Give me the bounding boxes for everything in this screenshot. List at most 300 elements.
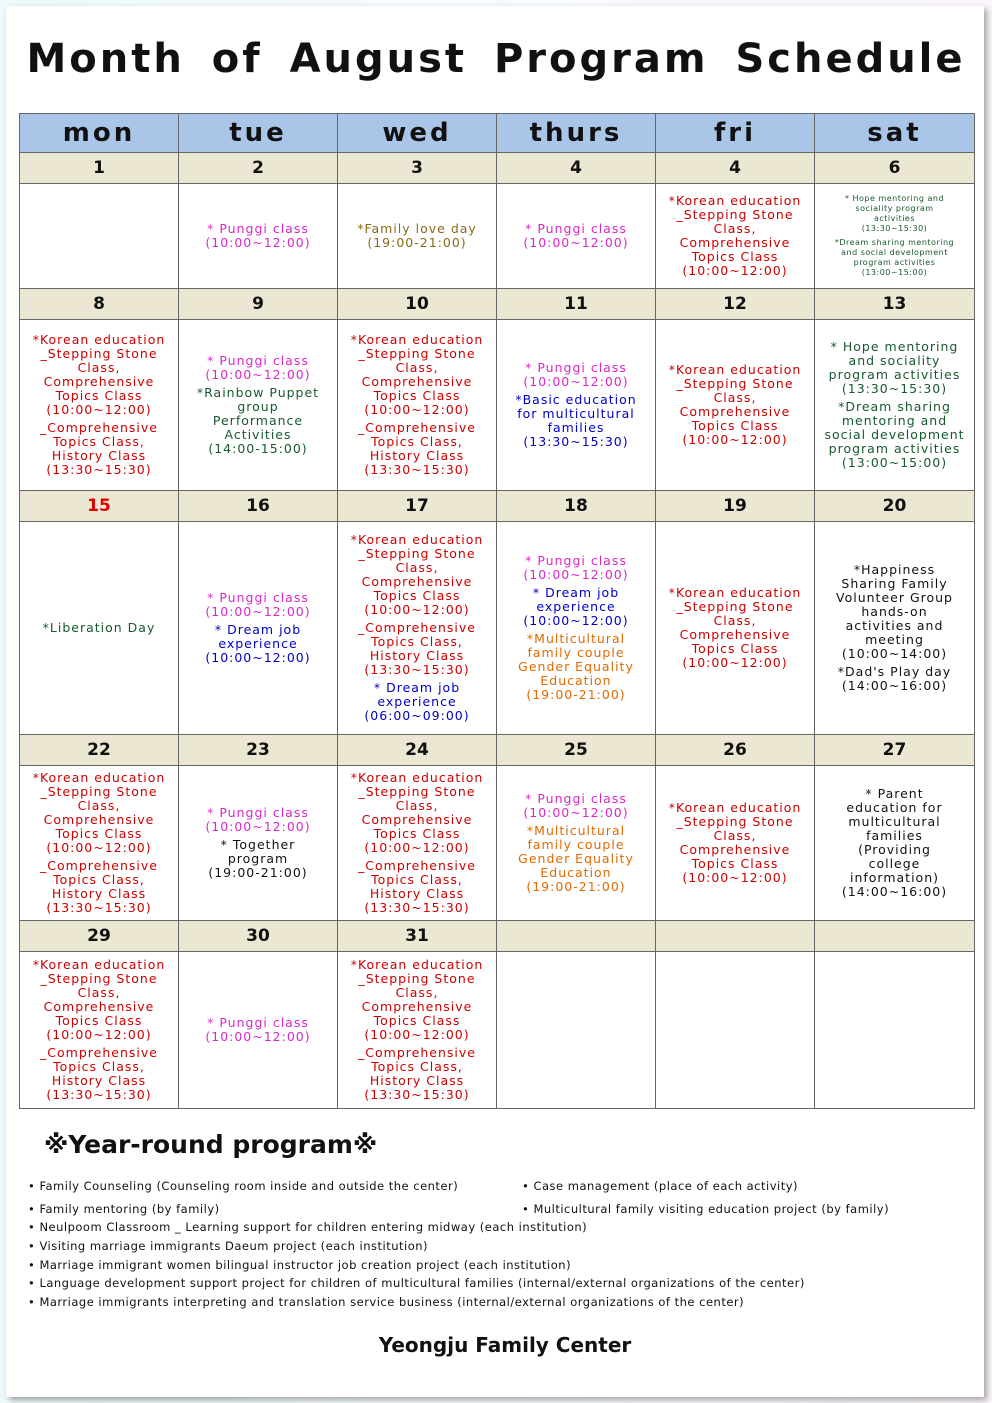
- program-line: (13:30~15:30): [46, 1087, 152, 1102]
- program-entry: [815, 665, 974, 693]
- program-line: (14:00~16:00): [841, 884, 948, 899]
- weekday-header-row: [20, 114, 975, 153]
- year-round-item: • Multicultural family visiting education project (by family): [522, 1202, 890, 1216]
- day-cell-fri: [656, 184, 815, 289]
- program-entry: [338, 681, 496, 723]
- date-number-tue: 2: [179, 153, 338, 184]
- program-entry: [338, 771, 496, 855]
- program-line: Topics Class: [55, 826, 143, 841]
- program-line: (10:00~12:00): [682, 263, 788, 278]
- program-line: History Class: [369, 448, 465, 463]
- program-line: Comprehensive: [679, 404, 791, 419]
- day-cell-wed: [338, 522, 497, 735]
- program-line: _Comprehensive: [358, 620, 476, 635]
- program-line: (14:00~16:00): [841, 678, 948, 693]
- program-line: Class,: [395, 798, 439, 813]
- program-line: _Stepping Stone: [676, 207, 794, 222]
- program-entry: [656, 363, 814, 447]
- day-cell-fri: [656, 766, 815, 921]
- day-cell-thurs: [497, 184, 656, 289]
- program-line: Comprehensive: [679, 842, 791, 857]
- weekday-mon: mon: [20, 114, 179, 153]
- program-entry: [179, 838, 337, 880]
- program-line: family couple: [527, 837, 625, 852]
- day-cell-fri: [656, 952, 815, 1109]
- program-line: group: [237, 399, 279, 414]
- year-round-item: • Case management (place of each activity): [522, 1179, 799, 1193]
- day-cell-tue: [179, 952, 338, 1109]
- program-line: * Punggi class: [207, 221, 309, 236]
- program-line: and sociality: [848, 353, 941, 368]
- program-line: Class,: [395, 360, 439, 375]
- year-round-item: • Family mentoring (by family): [28, 1202, 220, 1216]
- program-line: History Class: [369, 648, 465, 663]
- program-entry: [338, 333, 496, 417]
- program-line: (10:00~12:00): [205, 819, 311, 834]
- program-entry: [815, 194, 974, 234]
- program-line: Topics Class: [691, 856, 779, 871]
- program-line: Topics Class,: [53, 434, 145, 449]
- program-line: *Korean education: [668, 585, 802, 600]
- program-line: (19:00-21:00): [526, 879, 626, 894]
- program-line: family couple: [527, 645, 625, 660]
- program-entry: [338, 859, 496, 915]
- program-line: *Dad's Play day: [837, 664, 952, 679]
- program-line: (19:00-21:00): [367, 235, 467, 250]
- program-line: mentoring and: [841, 413, 948, 428]
- program-line: experience: [377, 694, 457, 709]
- program-line: History Class: [369, 1073, 465, 1088]
- program-line: families: [547, 420, 605, 435]
- program-entry: [497, 632, 655, 702]
- events-row: [20, 522, 975, 735]
- date-number-thurs: 25: [497, 735, 656, 766]
- program-line: _Stepping Stone: [40, 346, 158, 361]
- day-cell-tue: [179, 184, 338, 289]
- program-line: (10:00~12:00): [364, 602, 470, 617]
- program-line: Topics Class,: [371, 434, 463, 449]
- program-entry: [179, 1016, 337, 1044]
- program-line: (10:00~12:00): [682, 870, 788, 885]
- program-line: Topics Class,: [371, 634, 463, 649]
- program-line: _Comprehensive: [358, 420, 476, 435]
- program-line: program activities: [853, 258, 936, 267]
- program-line: _Stepping Stone: [358, 346, 476, 361]
- day-cell-thurs: [497, 766, 656, 921]
- date-number-sat: [815, 921, 975, 952]
- program-line: _Comprehensive: [40, 1045, 158, 1060]
- program-line: Class,: [395, 985, 439, 1000]
- program-entry: [338, 1046, 496, 1102]
- day-cell-mon: [20, 522, 179, 735]
- program-line: Topics Class: [691, 641, 779, 656]
- program-line: Class,: [713, 390, 757, 405]
- program-line: Topics Class: [373, 588, 461, 603]
- program-line: Class,: [77, 985, 121, 1000]
- program-entry: [179, 386, 337, 456]
- program-entry: [20, 1046, 178, 1102]
- program-line: (10:00~12:00): [523, 567, 629, 582]
- program-line: (10:00~12:00): [523, 613, 629, 628]
- day-cell-thurs: [497, 952, 656, 1109]
- program-line: *Happiness: [853, 562, 936, 577]
- program-line: _Stepping Stone: [676, 814, 794, 829]
- day-cell-wed: [338, 184, 497, 289]
- program-line: (10:00~12:00): [205, 650, 311, 665]
- program-line: education for: [846, 800, 943, 815]
- program-entry: [656, 801, 814, 885]
- date-number-wed: 24: [338, 735, 497, 766]
- program-line: History Class: [51, 1073, 147, 1088]
- program-line: Education: [540, 673, 612, 688]
- program-entry: [656, 586, 814, 670]
- day-cell-fri: [656, 320, 815, 491]
- program-line: activities: [873, 214, 916, 223]
- date-number-mon: 22: [20, 735, 179, 766]
- program-line: *Korean education: [32, 332, 166, 347]
- date-number-fri: 26: [656, 735, 815, 766]
- program-entry: [497, 222, 655, 250]
- program-line: (10:00~12:00): [682, 432, 788, 447]
- date-number-thurs: [497, 921, 656, 952]
- program-line: college: [868, 856, 921, 871]
- program-line: (10:00~12:00): [205, 604, 311, 619]
- date-number-wed: 17: [338, 491, 497, 522]
- day-cell-mon: [20, 320, 179, 491]
- program-line: social development: [824, 427, 965, 442]
- program-line: for multicultural: [517, 406, 635, 421]
- program-line: Topics Class: [373, 1013, 461, 1028]
- year-round-title: ※Year-round program※: [44, 1130, 378, 1159]
- program-line: Sharing Family: [841, 576, 948, 591]
- program-line: *Korean education: [32, 957, 166, 972]
- year-round-item: • Visiting marriage immigrants Daeum project (each institution): [28, 1239, 429, 1253]
- program-line: Comprehensive: [361, 812, 473, 827]
- program-line: Class,: [713, 221, 757, 236]
- date-number-mon: 15: [20, 491, 179, 522]
- program-line: (10:00~14:00): [841, 646, 948, 661]
- program-line: (10:00~12:00): [205, 235, 311, 250]
- program-line: _Comprehensive: [358, 858, 476, 873]
- program-line: Comprehensive: [361, 999, 473, 1014]
- program-line: History Class: [51, 448, 147, 463]
- date-number-mon: 1: [20, 153, 179, 184]
- program-line: multicultural: [848, 814, 941, 829]
- date-number-thurs: 11: [497, 289, 656, 320]
- program-line: Comprehensive: [679, 627, 791, 642]
- day-cell-sat: [815, 766, 975, 921]
- date-number-fri: 19: [656, 491, 815, 522]
- program-line: (10:00~12:00): [364, 402, 470, 417]
- program-line: *Korean education: [668, 800, 802, 815]
- program-entry: [179, 806, 337, 834]
- date-number-fri: 4: [656, 153, 815, 184]
- program-line: (10:00~12:00): [205, 1029, 311, 1044]
- program-line: * Punggi class: [525, 221, 627, 236]
- page-title: Month of August Program Schedule: [26, 36, 966, 82]
- program-line: (10:00~12:00): [364, 840, 470, 855]
- program-entry: [338, 222, 496, 250]
- program-line: program: [227, 851, 289, 866]
- program-line: sociality program: [855, 204, 934, 213]
- program-line: Gender Equality: [518, 659, 634, 674]
- date-number-wed: 3: [338, 153, 497, 184]
- program-line: (13:00~15:00): [841, 455, 948, 470]
- program-entry: [20, 771, 178, 855]
- date-row: [20, 735, 975, 766]
- program-entry: [815, 563, 974, 661]
- day-cell-wed: [338, 952, 497, 1109]
- program-line: (19:00-21:00): [526, 687, 626, 702]
- program-line: (Providing: [858, 842, 931, 857]
- program-entry: [497, 792, 655, 820]
- program-line: Topics Class: [373, 826, 461, 841]
- date-row: [20, 153, 975, 184]
- day-cell-tue: [179, 320, 338, 491]
- program-line: *Korean education: [350, 532, 484, 547]
- day-cell-mon: [20, 952, 179, 1109]
- program-line: (13:30~15:30): [364, 900, 470, 915]
- program-entry: [20, 333, 178, 417]
- program-line: experience: [536, 599, 616, 614]
- program-line: (10:00~12:00): [523, 374, 629, 389]
- program-line: (10:00~12:00): [46, 840, 152, 855]
- program-line: Activities: [224, 427, 292, 442]
- day-cell-mon: [20, 184, 179, 289]
- date-number-sat: 13: [815, 289, 975, 320]
- program-line: (10:00~12:00): [523, 805, 629, 820]
- date-number-fri: [656, 921, 815, 952]
- program-line: Comprehensive: [43, 812, 155, 827]
- day-cell-tue: [179, 522, 338, 735]
- program-line: (10:00~12:00): [46, 402, 152, 417]
- date-number-sat: 20: [815, 491, 975, 522]
- program-entry: [338, 958, 496, 1042]
- program-line: * Dream job: [373, 680, 461, 695]
- program-line: _Stepping Stone: [358, 971, 476, 986]
- program-line: Education: [540, 865, 612, 880]
- weekday-tue: tue: [179, 114, 338, 153]
- program-line: * Punggi class: [525, 360, 627, 375]
- program-line: experience: [218, 636, 298, 651]
- year-round-item: • Marriage immigrants interpreting and translation service business (internal/external organizations of the center): [28, 1295, 745, 1309]
- program-line: Class,: [713, 613, 757, 628]
- day-cell-sat: [815, 522, 975, 735]
- program-line: (13:30~15:30): [523, 434, 629, 449]
- program-entry: [497, 393, 655, 449]
- program-line: *Korean education: [350, 957, 484, 972]
- date-number-fri: 12: [656, 289, 815, 320]
- program-entry: [815, 400, 974, 470]
- program-line: * Punggi class: [525, 791, 627, 806]
- program-line: (13:30~15:30): [364, 662, 470, 677]
- program-line: Gender Equality: [518, 851, 634, 866]
- weekday-sat: sat: [815, 114, 975, 153]
- day-cell-mon: [20, 766, 179, 921]
- program-entry: [338, 421, 496, 477]
- program-entry: [20, 421, 178, 477]
- program-line: Topics Class: [691, 418, 779, 433]
- program-line: Topics Class,: [371, 872, 463, 887]
- program-line: (10:00~12:00): [205, 367, 311, 382]
- program-line: meeting: [865, 632, 924, 647]
- program-line: (10:00~12:00): [523, 235, 629, 250]
- year-round-item: • Language development support project for children of multicultural families (internal/external organizations of the center): [28, 1276, 805, 1290]
- program-line: (13:00~15:00): [861, 268, 928, 277]
- date-number-sat: 27: [815, 735, 975, 766]
- weekday-wed: wed: [338, 114, 497, 153]
- program-line: Topics Class,: [371, 1059, 463, 1074]
- program-line: (13:30~15:30): [46, 900, 152, 915]
- program-line: * Punggi class: [207, 353, 309, 368]
- program-line: History Class: [369, 886, 465, 901]
- date-row: [20, 289, 975, 320]
- date-number-tue: 16: [179, 491, 338, 522]
- program-entry: [815, 787, 974, 899]
- date-number-tue: 23: [179, 735, 338, 766]
- program-line: (13:30~15:30): [861, 224, 928, 233]
- calendar-table: [19, 113, 975, 1109]
- program-line: activities and: [845, 618, 944, 633]
- program-line: * Dream job: [532, 585, 620, 600]
- program-line: _Stepping Stone: [358, 546, 476, 561]
- program-line: * Hope mentoring and: [844, 194, 945, 203]
- program-line: *Korean education: [668, 193, 802, 208]
- program-line: * Punggi class: [525, 553, 627, 568]
- events-row: [20, 320, 975, 491]
- program-line: hands-on: [861, 604, 928, 619]
- program-line: program activities: [828, 441, 961, 456]
- program-line: *Multicultural: [526, 631, 626, 646]
- program-line: Comprehensive: [679, 235, 791, 250]
- program-line: *Dream sharing: [838, 399, 951, 414]
- program-line: * Parent: [865, 786, 924, 801]
- program-entry: [179, 591, 337, 619]
- weekday-fri: fri: [656, 114, 815, 153]
- program-line: Topics Class: [55, 388, 143, 403]
- program-line: _Comprehensive: [358, 1045, 476, 1060]
- day-cell-thurs: [497, 522, 656, 735]
- date-number-tue: 9: [179, 289, 338, 320]
- program-line: and social development: [841, 248, 948, 257]
- program-line: (06:00~09:00): [364, 708, 470, 723]
- program-entry: [179, 623, 337, 665]
- program-line: (13:30~15:30): [46, 462, 152, 477]
- program-line: *Liberation Day: [42, 620, 156, 635]
- program-line: *Basic education: [515, 392, 637, 407]
- program-line: Topics Class,: [53, 872, 145, 887]
- program-entry: [497, 361, 655, 389]
- program-entry: [338, 533, 496, 617]
- year-round-item: • Marriage immigrant women bilingual instructor job creation project (each institution): [28, 1258, 572, 1272]
- program-entry: [20, 958, 178, 1042]
- program-line: _Stepping Stone: [676, 599, 794, 614]
- program-line: information): [849, 870, 940, 885]
- program-entry: [20, 621, 178, 635]
- year-round-item: • Neulpoom Classroom _ Learning support for children entering midway (each institution): [28, 1220, 588, 1234]
- program-line: _Comprehensive: [40, 858, 158, 873]
- events-row: [20, 766, 975, 921]
- program-line: *Korean education: [350, 770, 484, 785]
- program-entry: [179, 354, 337, 382]
- program-line: _Comprehensive: [40, 420, 158, 435]
- program-entry: [815, 340, 974, 396]
- day-cell-sat: [815, 320, 975, 491]
- program-line: *Korean education: [32, 770, 166, 785]
- program-line: _Stepping Stone: [358, 784, 476, 799]
- date-row: [20, 491, 975, 522]
- program-line: (14:00-15:00): [208, 441, 308, 456]
- program-line: (10:00~12:00): [364, 1027, 470, 1042]
- program-line: (10:00~12:00): [46, 1027, 152, 1042]
- date-number-tue: 30: [179, 921, 338, 952]
- program-line: _Stepping Stone: [40, 971, 158, 986]
- program-line: *Multicultural: [526, 823, 626, 838]
- program-entry: [815, 238, 974, 278]
- program-line: families: [866, 828, 923, 843]
- program-entry: [497, 824, 655, 894]
- day-cell-fri: [656, 522, 815, 735]
- program-line: (10:00~12:00): [682, 655, 788, 670]
- program-line: Class,: [77, 798, 121, 813]
- program-line: program activities: [828, 367, 961, 382]
- program-line: *Korean education: [350, 332, 484, 347]
- program-line: * Together: [220, 837, 296, 852]
- program-line: (19:00-21:00): [208, 865, 308, 880]
- program-entry: [497, 586, 655, 628]
- weekday-thurs: thurs: [497, 114, 656, 153]
- program-line: _Stepping Stone: [40, 784, 158, 799]
- day-cell-tue: [179, 766, 338, 921]
- events-row: [20, 952, 975, 1109]
- date-number-thurs: 4: [497, 153, 656, 184]
- program-entry: [20, 859, 178, 915]
- events-row: [20, 184, 975, 289]
- center-name-footer: Yeongju Family Center: [378, 1333, 632, 1357]
- program-line: Comprehensive: [43, 999, 155, 1014]
- program-line: Topics Class: [373, 388, 461, 403]
- day-cell-wed: [338, 320, 497, 491]
- program-line: Comprehensive: [43, 374, 155, 389]
- date-number-wed: 10: [338, 289, 497, 320]
- program-line: (13:30~15:30): [841, 381, 948, 396]
- date-number-sat: 6: [815, 153, 975, 184]
- program-line: Volunteer Group: [836, 590, 953, 605]
- date-row: [20, 921, 975, 952]
- program-line: * Dream job: [214, 622, 302, 637]
- program-line: Comprehensive: [361, 574, 473, 589]
- program-line: * Punggi class: [207, 590, 309, 605]
- program-line: _Stepping Stone: [676, 376, 794, 391]
- day-cell-sat: [815, 952, 975, 1109]
- program-line: Topics Class: [691, 249, 779, 264]
- program-entry: [497, 554, 655, 582]
- program-entry: [338, 621, 496, 677]
- program-line: Class,: [77, 360, 121, 375]
- program-line: *Dream sharing mentoring: [834, 238, 955, 247]
- year-round-item: • Family Counseling (Counseling room inside and outside the center): [28, 1179, 459, 1193]
- program-line: * Hope mentoring: [830, 339, 959, 354]
- program-line: (13:30~15:30): [364, 1087, 470, 1102]
- program-line: Comprehensive: [361, 374, 473, 389]
- date-number-wed: 31: [338, 921, 497, 952]
- program-line: *Rainbow Puppet: [196, 385, 320, 400]
- date-number-thurs: 18: [497, 491, 656, 522]
- program-line: * Punggi class: [207, 805, 309, 820]
- program-entry: [179, 222, 337, 250]
- day-cell-wed: [338, 766, 497, 921]
- program-line: Performance: [212, 413, 304, 428]
